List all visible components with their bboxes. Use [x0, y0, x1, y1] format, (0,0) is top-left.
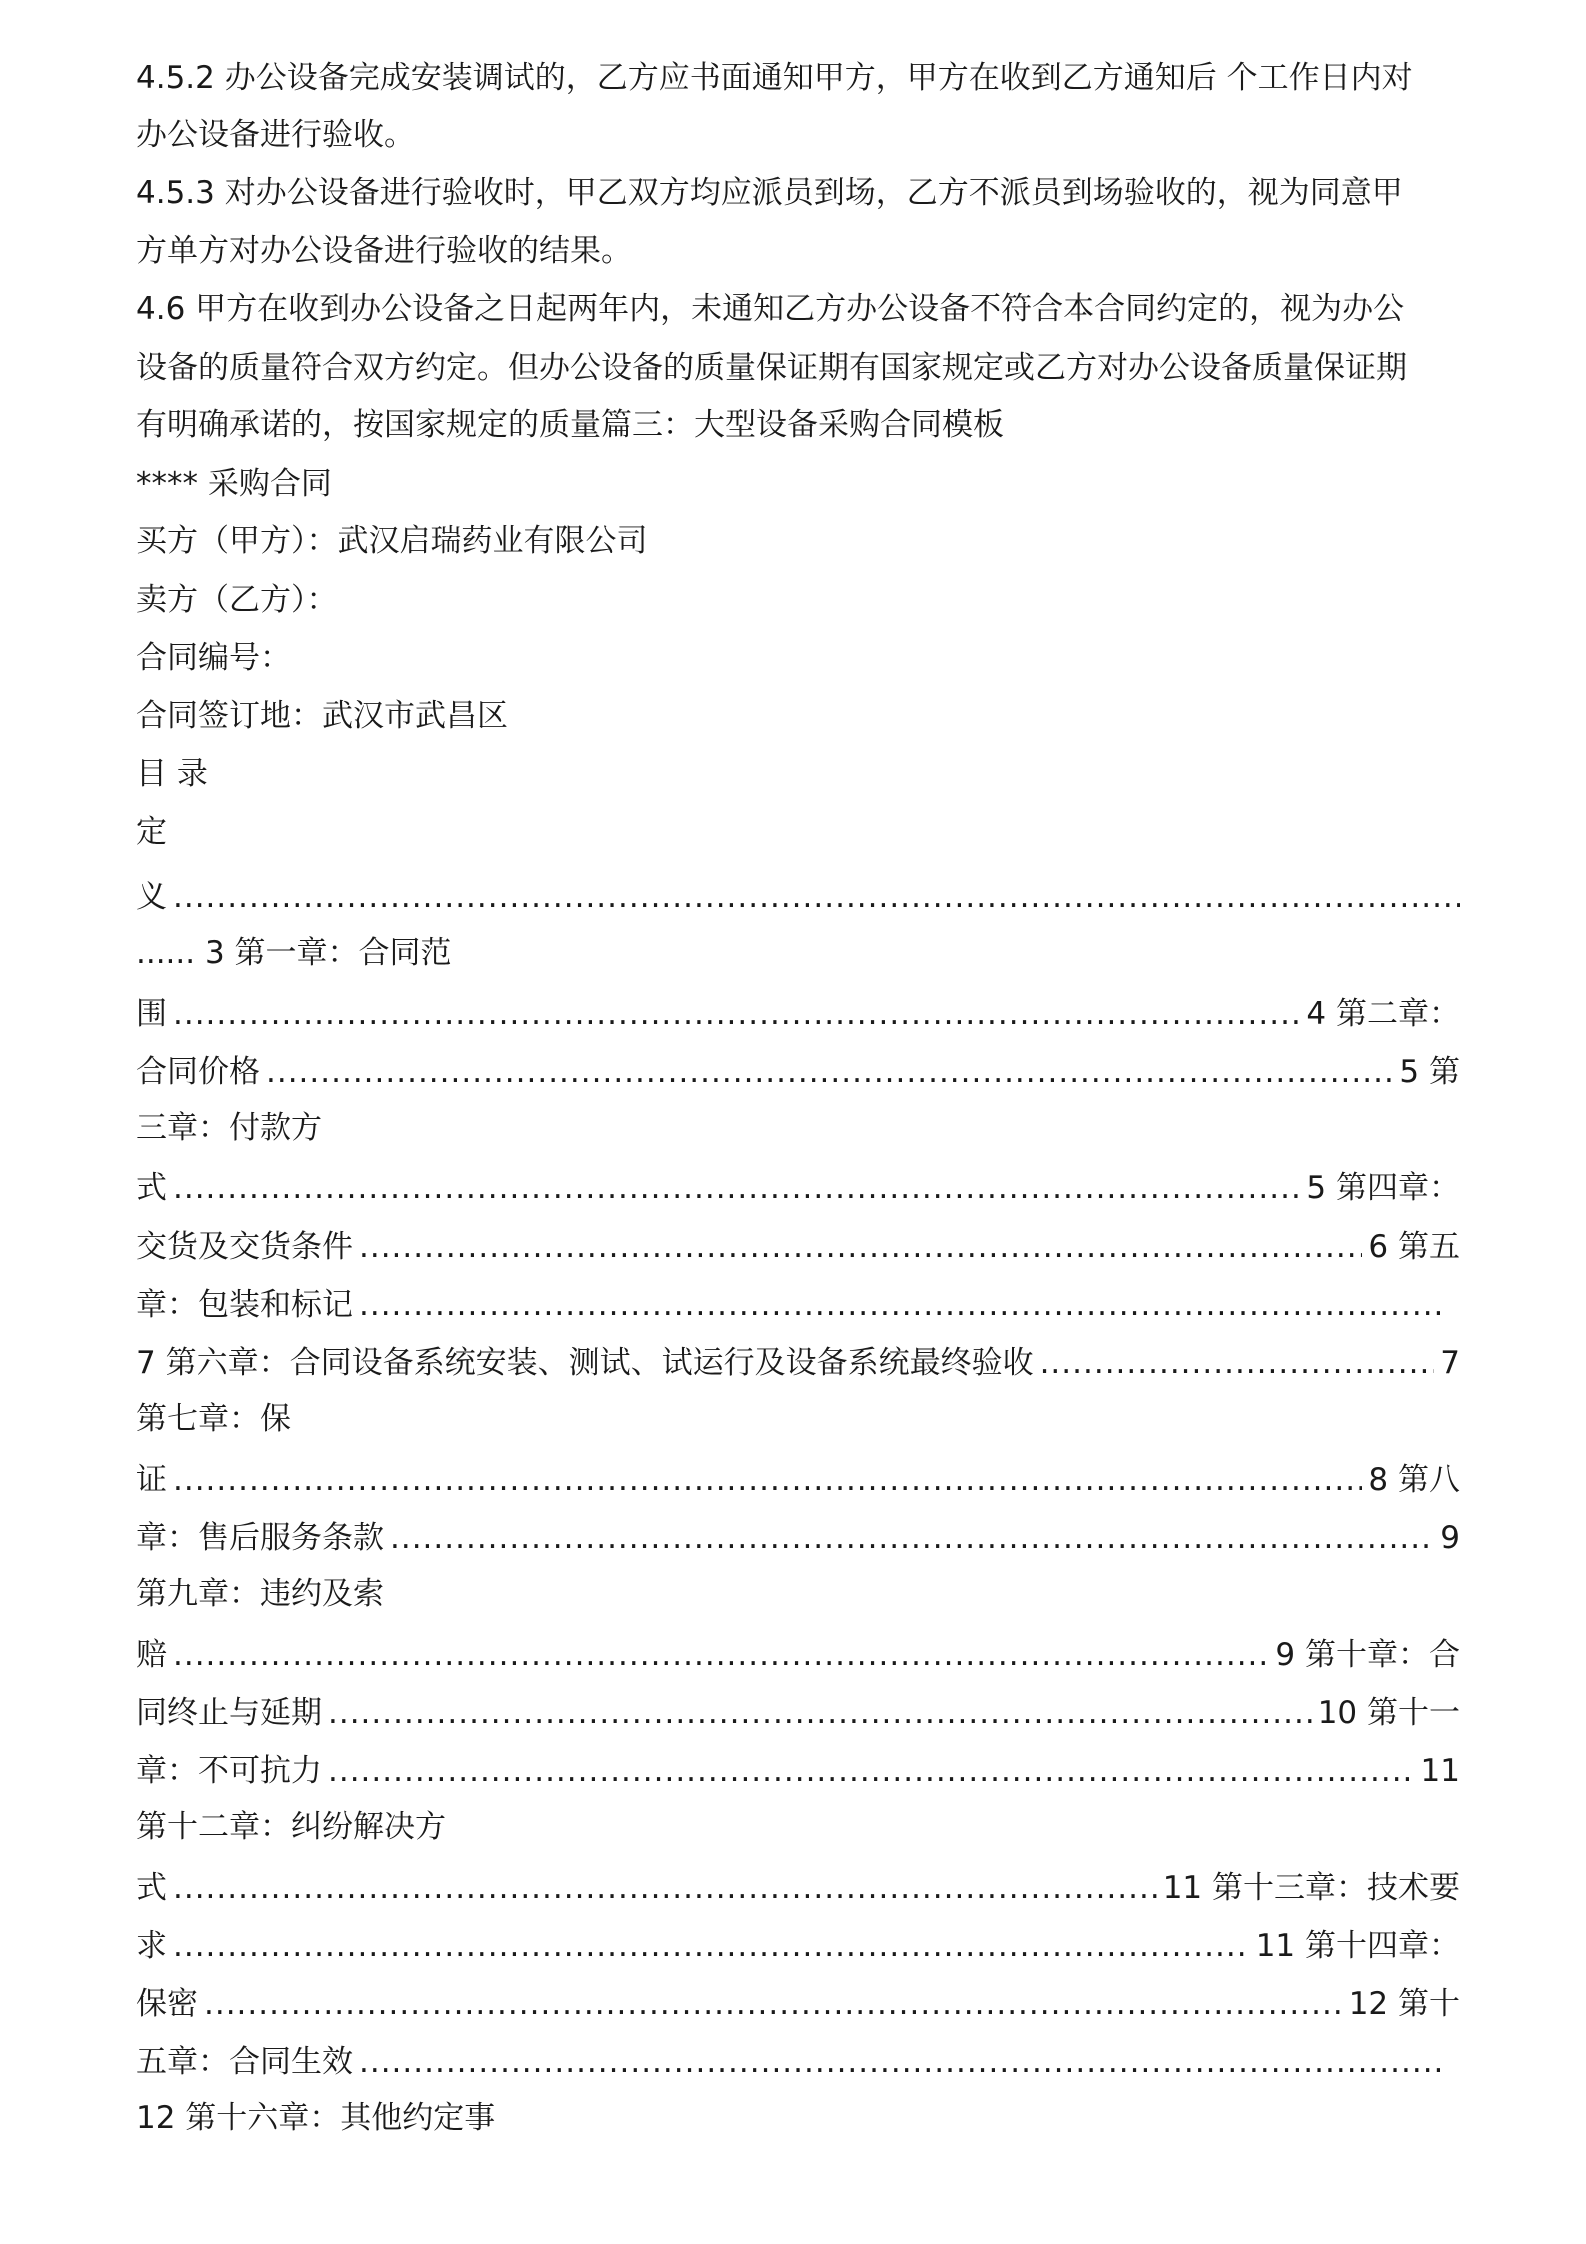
toc-leader-dots — [173, 994, 1300, 1034]
toc-row-lead: 赔 — [136, 1637, 167, 1673]
toc-row — [136, 1984, 1460, 2024]
toc-row-lead: 式 — [136, 1170, 167, 1206]
toc-row-trail: 5 第四章： — [1306, 1170, 1460, 1206]
toc-row-lead: 义 — [136, 879, 167, 915]
toc-row — [136, 1460, 1460, 1500]
toc-leader-dots — [173, 1168, 1300, 1208]
clause-4-6-line3: 有明确承诺的，按国家规定的质量篇三：大型设备采购合同模板 — [136, 407, 1004, 443]
seller-line: 卖方（乙方）： — [136, 582, 338, 618]
toc-leader-dots — [204, 1984, 1343, 2024]
toc-text: 第九章：违约及索 — [136, 1576, 384, 1612]
toc-row-lead: 章：包装和标记 — [136, 1287, 353, 1323]
toc-row-lead: 同终止与延期 — [136, 1695, 322, 1731]
toc-leader-dots — [328, 1693, 1312, 1733]
toc-row-trail: 11 — [1420, 1753, 1460, 1789]
toc-leader-dots — [173, 1926, 1250, 1966]
toc-row — [136, 1693, 1460, 1733]
toc-leader-dots — [359, 1227, 1362, 1267]
toc-row — [136, 994, 1460, 1034]
toc-row — [136, 1926, 1460, 1966]
toc-row-trail: 9 — [1440, 1520, 1460, 1556]
toc-row-trail: 8 第八 — [1368, 1462, 1460, 1498]
toc-row-lead: 合同价格 — [136, 1054, 260, 1090]
toc-leader-dots — [359, 1285, 1442, 1325]
toc-text: ...... 3 第一章：合同范 — [136, 935, 452, 971]
toc-row-trail: 6 第五 — [1368, 1229, 1460, 1265]
toc-row-lead: 7 第六章：合同设备系统安装、测试、试运行及设备系统最终验收 — [136, 1345, 1034, 1381]
toc-row-trail: 11 第十三章：技术要 — [1162, 1870, 1460, 1906]
toc-row — [136, 1343, 1460, 1383]
toc-row-lead: 交货及交货条件 — [136, 1229, 353, 1265]
toc-leader-dots — [266, 1052, 1393, 1092]
toc-row — [136, 1285, 1442, 1325]
toc-row — [136, 1635, 1460, 1675]
toc-row-lead: 求 — [136, 1928, 167, 1964]
toc-row — [136, 1518, 1460, 1558]
toc-row — [136, 877, 1460, 917]
toc-leader-dots — [390, 1518, 1434, 1558]
toc-text: 三章：付款方 — [136, 1110, 322, 1146]
toc-row-trail: 7 — [1440, 1345, 1460, 1381]
buyer-line: 买方（甲方）：武汉启瑞药业有限公司 — [136, 523, 648, 559]
toc-row-lead: 证 — [136, 1462, 167, 1498]
toc-row — [136, 1227, 1460, 1267]
toc-row-lead: 保密 — [136, 1986, 198, 2022]
toc-row-trail: 5 第 — [1399, 1054, 1460, 1090]
clause-4-5-3-line1: 4.5.3 对办公设备进行验收时，甲乙双方均应派员到场，乙方不派员到场验收的，视为同意甲 — [136, 175, 1403, 211]
toc-row — [136, 1052, 1460, 1092]
toc-row — [136, 1168, 1460, 1208]
clause-4-5-3-line2: 方单方对办公设备进行验收的结果。 — [136, 233, 632, 269]
clause-4-5-2-line1: 4.5.2 办公设备完成安装调试的，乙方应书面通知甲方，甲方在收到乙方通知后 个工作日内对 — [136, 60, 1413, 96]
toc-row — [136, 1751, 1460, 1791]
contract-number-line: 合同编号： — [136, 640, 291, 676]
clause-4-5-2-line2: 办公设备进行验收。 — [136, 117, 415, 153]
toc-leader-dots — [173, 1460, 1362, 1500]
toc-leader-dots — [173, 877, 1460, 917]
toc-leader-dots — [1040, 1343, 1435, 1383]
toc-row-trail: 12 第十 — [1348, 1986, 1460, 2022]
toc-text: 第七章：保 — [136, 1401, 291, 1437]
toc-row-trail: 9 第十章：合 — [1275, 1637, 1460, 1673]
toc-text: 12 第十六章：其他约定事 — [136, 2100, 496, 2136]
toc-heading: 目 录 — [136, 756, 208, 792]
toc-row-lead: 五章：合同生效 — [136, 2044, 353, 2080]
toc-leader-dots — [173, 1868, 1157, 1908]
toc-text: 第十二章：纠纷解决方 — [136, 1809, 446, 1845]
contract-title: **** 采购合同 — [136, 466, 332, 502]
toc-row-trail: 4 第二章： — [1306, 996, 1460, 1032]
toc-row-lead: 章：不可抗力 — [136, 1753, 322, 1789]
clause-4-6-line2: 设备的质量符合双方约定。但办公设备的质量保证期有国家规定或乙方对办公设备质量保证期 — [136, 350, 1407, 386]
signing-place-line: 合同签订地：武汉市武昌区 — [136, 698, 508, 734]
toc-row — [136, 2042, 1442, 2082]
toc-leader-dots — [359, 2042, 1442, 2082]
toc-row-lead: 式 — [136, 1870, 167, 1906]
toc-row-trail: 11 第十四章： — [1255, 1928, 1460, 1964]
toc-row — [136, 1868, 1460, 1908]
toc-leader-dots — [173, 1635, 1269, 1675]
toc-row-lead: 章：售后服务条款 — [136, 1520, 384, 1556]
clause-4-6-line1: 4.6 甲方在收到办公设备之日起两年内，未通知乙方办公设备不符合本合同约定的，视为办公 — [136, 291, 1405, 327]
toc-leader-dots — [328, 1751, 1415, 1791]
toc-text: 定 — [136, 814, 167, 850]
toc-row-trail: 10 第十一 — [1317, 1695, 1460, 1731]
toc-row-lead: 围 — [136, 996, 167, 1032]
